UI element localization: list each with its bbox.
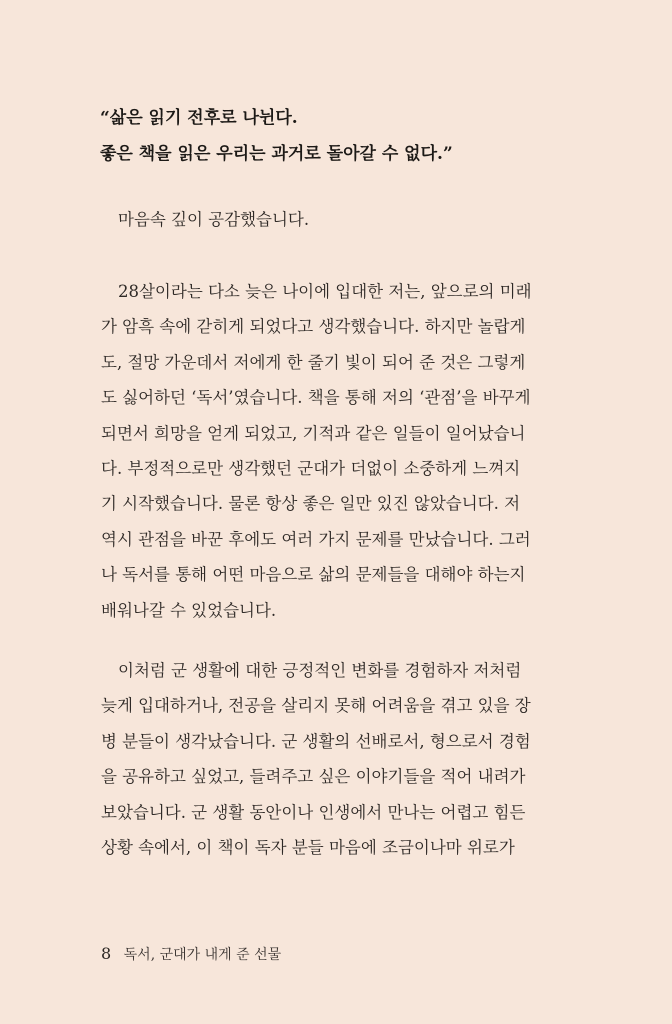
text-line: 다. 부정적으로만 생각했던 군대가 더없이 소중하게 느껴지 — [101, 459, 521, 479]
quote-line-2: 좋은 책을 읽은 우리는 과거로 돌아갈 수 없다.” — [100, 144, 453, 164]
text-line: 을 공유하고 싶었고, 들려주고 싶은 이야기들을 적어 내려가 — [101, 767, 526, 787]
text-line: 병 분들이 생각났습니다. 군 생활의 선배로서, 형으로서 경험 — [101, 731, 531, 751]
text-line: 배워나갈 수 있었습니다. — [101, 600, 277, 620]
text-line: 나 독서를 통해 어떤 마음으로 삶의 문제들을 대해야 하는지 — [101, 565, 526, 585]
paragraph-2 — [101, 274, 557, 628]
text-line: 늦게 입대하거나, 전공을 살리지 못해 어려움을 겪고 있을 장 — [101, 696, 531, 716]
text-line: 28살이라는 다소 늦은 나이에 입대한 저는, 앞으로의 미래 — [118, 282, 532, 301]
text-line: 보았습니다. 군 생활 동안이나 인생에서 만나는 어렵고 힘든 — [101, 802, 526, 822]
text-line: 가 암흑 속에 갇히게 되었다고 생각했습니다. 하지만 놀랍게 — [101, 317, 526, 337]
running-title: 독서, 군대가 내게 준 선물 — [123, 947, 282, 963]
text-line: 기 시작했습니다. 물론 항상 좋은 일만 있진 않았습니다. 저 — [101, 494, 521, 514]
text-line: 되면서 희망을 얻게 되었고, 기적과 같은 일들이 일어났습니 — [101, 423, 526, 443]
paragraph-1 — [101, 202, 557, 237]
quote-line-1: “삶은 읽기 전후로 나뉜다. — [100, 108, 298, 128]
page-number: 8 — [101, 944, 112, 963]
text-line: 도 싫어하던 ‘독서’였습니다. 책을 통해 저의 ‘관점’을 바꾸게 — [101, 388, 531, 408]
page-footer — [101, 944, 281, 964]
text-line: 마음속 깊이 공감했습니다. — [118, 210, 310, 229]
text-line: 상황 속에서, 이 책이 독자 분들 마음에 조금이나마 위로가 — [101, 838, 515, 858]
text-line: 도, 절망 가운데서 저에게 한 줄기 빛이 되어 준 것은 그렇게 — [101, 352, 526, 372]
epigraph-quote — [100, 100, 570, 172]
text-line: 역시 관점을 바꾼 후에도 여러 가지 문제를 만났습니다. 그러 — [101, 529, 531, 549]
text-line: 이처럼 군 생활에 대한 긍정적인 변화를 경험하자 저처럼 — [118, 661, 522, 680]
paragraph-3 — [101, 653, 557, 865]
